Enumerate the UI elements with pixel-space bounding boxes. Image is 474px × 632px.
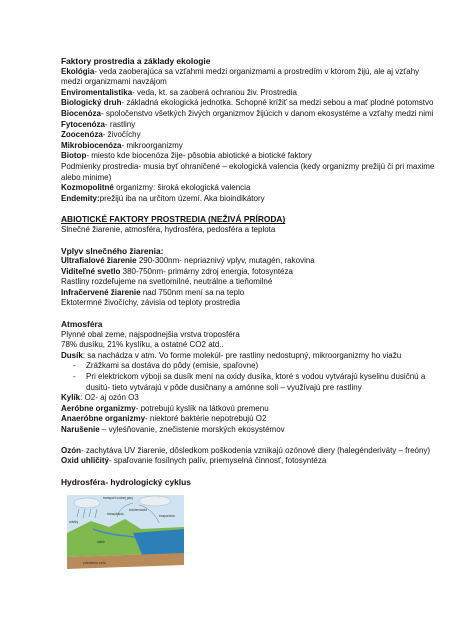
def-text: organizmy: široká ekologická valencia [113, 183, 251, 193]
label-podzemna-voda: podzemná voda [83, 561, 106, 566]
definition-ekologia [61, 67, 436, 88]
term: Narušenie [61, 425, 100, 434]
def-text: - základná ekologická jednotka. Schopné krížiť sa medzi sebou a mať plodné potomstvo [121, 98, 434, 108]
term: Infračervené žiarenie [61, 287, 141, 297]
definition-biotop [61, 151, 436, 162]
term: Ultrafialové žiarenie [61, 256, 137, 266]
anaerobne-line [61, 414, 436, 425]
term: Ozón [61, 445, 81, 455]
term: Zoocenóza [61, 130, 103, 140]
term: Biotop [61, 151, 87, 161]
label-transpiracia: transpirácia [107, 512, 124, 517]
label-zrazky: zrážky [69, 520, 79, 525]
term: Kozmopolitné [61, 183, 114, 193]
def-text: - rastliny [105, 119, 136, 129]
cloud-right [139, 496, 171, 506]
def-text: - miesto kde biocenóza žije- pôsobia abiotické a biotické faktory [86, 151, 312, 161]
def-text: 290-300nm- nepriaznivý vplyv, mutagén, rakovina [136, 256, 315, 266]
term: Mikrobiocenóza [61, 140, 122, 150]
def-text: : sa nachádza v atm. Vo forme molekúl- pre rastliny nedostupný, mikroorganizmy ho viažu [82, 350, 402, 360]
def-text: Rastliny rozdeľujeme na svetlomilné, neutrálne a tieňomilné [61, 277, 273, 287]
term: Dusík [61, 350, 83, 360]
atmosphere-heading: Atmosféra [61, 319, 103, 330]
term: Endemity: [61, 193, 100, 203]
def-text: - zachytáva UV žiarenie, dôsledkom poškodenia vznikajú ozónové diery (halegénderiváty – freóny) [81, 445, 431, 455]
sun-plants [61, 277, 436, 288]
dusik-line [61, 351, 436, 362]
term: Aeróbne organizmy [61, 403, 136, 413]
def-text: - niektoré baktérie nepotrebujú O2 [145, 414, 267, 424]
label-kondenzacia: kondenzácia [129, 508, 147, 513]
oxid-line [61, 456, 436, 467]
def-text: prežijú iba na určitom území. Aka bioindikátory [99, 193, 265, 203]
label-top: transport vodnej pary [103, 496, 133, 501]
cloud-left [74, 498, 100, 508]
water-cycle-svg [63, 493, 188, 573]
def-text: – vyleśňovanie, znečistenie morských ekosystémov [99, 425, 285, 434]
atmosphere-line: Plynné obal zeme, najspodnejšia vrstva troposféra [61, 329, 240, 339]
spacer [61, 467, 436, 477]
def-text: Podmienky prostredia- musia byť ohraničené – ekologická valencia (kedy organizmy prežijú či pri maxime alebo minime) [61, 161, 435, 182]
spacer [61, 236, 436, 246]
def-text: Ektotermné živočíchy, závisia od teploty prostredia [61, 298, 241, 308]
water-cycle-diagram [63, 493, 188, 573]
definition-zoocenoza [61, 130, 436, 141]
spacer [61, 204, 436, 214]
abiotic-text: Slnečné žiarenie, atmosféra, hydrosféra, pedosféra a teplota [61, 224, 276, 234]
page-title: Faktory prostredia a základy ekologie [61, 56, 211, 66]
def-text: - veda zaoberajúca sa vzťahmi medzi organizmami a prostredím v ktorom žijú, ale aj vzťahy medzi organizmami navzájom [61, 66, 420, 87]
spacer [61, 309, 436, 319]
spacer [61, 436, 436, 446]
def-text: - živočíchy [102, 130, 141, 140]
term: Ekológia [61, 66, 95, 76]
term: Biologický druh [61, 98, 122, 108]
list-item: - Zrážkami sa dostáva do pôdy (emisie, spaľovne) [61, 361, 436, 372]
definition-druh [61, 98, 436, 109]
definition-mikrobiocenoza [61, 141, 436, 152]
definition-biocenoza [61, 109, 436, 120]
list-item: - Pri elektrickom výboji sa dusík mení na oxidy dusíka, ktoré s vodou vytvárajú kyselinu dusičnú a dusitú- tieto vytvárajú v pôde dusičnany a amónne soli – využívajú pre rastliny [61, 372, 436, 393]
definition-podmienky [61, 162, 436, 183]
definitions-section [61, 67, 436, 205]
aerobne-line [61, 404, 436, 415]
def-text: nad 750nm mení sa na teplo [140, 287, 245, 297]
term: Anaeróbne organizmy [61, 414, 146, 424]
def-text: - mikroorganizmy [121, 140, 183, 150]
definition-enviromentalistika [61, 88, 436, 99]
term: Kylík [61, 393, 81, 403]
label-odtok: odtok [97, 540, 105, 545]
hydrosphere-heading: Hydrosféra- hydrologický cyklus [61, 476, 191, 487]
term: Oxid uhličitý [61, 456, 110, 466]
def-text: - spaľovanie fosílnych palív, priemyselná činnosť, fotosyntéza [109, 456, 327, 466]
definition-kozmopolitne [61, 183, 436, 194]
abiotic-heading: ABIOTICKÉ FAKTORY PROSTREDIA (NEŽIVÁ PRÍRODA) [61, 214, 286, 225]
sun-heading: Vplyv slnečného žiarenia: [61, 245, 164, 256]
atmosphere-line: 78% dusíku, 21% kyslíku, a ostatné CO2 atd.. [61, 340, 224, 350]
def-text: 380-750nm- primárny zdroj energia, fotosyntéza [120, 266, 293, 276]
definition-endemity [61, 194, 436, 205]
term: Viditeľné svetlo [61, 266, 121, 276]
sun-visible [61, 267, 436, 278]
term: Biocenóza [61, 108, 102, 118]
term: Enviromentalistika [61, 87, 133, 97]
def-text: : O2- aj ozón O3 [80, 393, 139, 403]
kylik-line [61, 393, 436, 404]
dusik-list [61, 361, 436, 393]
sun-ectotherms [61, 298, 436, 309]
definition-fytocenoza [61, 120, 436, 131]
def-text: - veda, kt. sa zaoberá ochranou živ. Prostredia [132, 87, 297, 97]
sun-uv [61, 256, 436, 267]
narusenie-line [61, 425, 436, 436]
term: Fytocenóza [61, 119, 106, 129]
def-text: - spoločenstvo všetkých živých organizmov žijúcich v danom ekosystéme a vzťahy medzi nimi [101, 108, 434, 118]
def-text: - potrebujú kyslík na látkovú premenu [135, 403, 269, 413]
label-evaporacia: evaporácia [159, 514, 175, 519]
sun-ir [61, 288, 436, 299]
ozon-line [61, 446, 436, 457]
